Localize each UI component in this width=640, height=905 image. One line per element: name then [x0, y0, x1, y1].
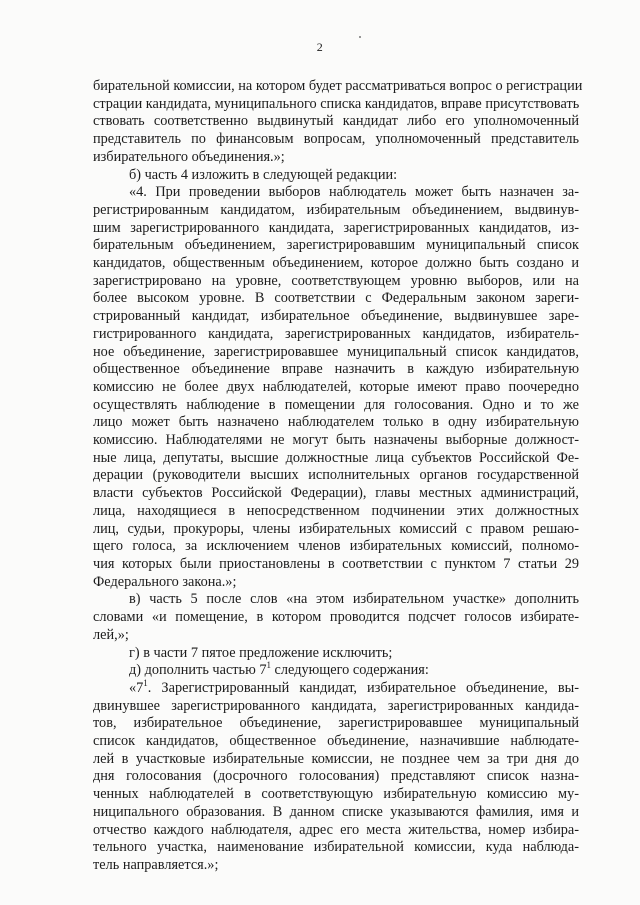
- text-line-content: отчество каждого наблюдателя, адрес его места жительства, номер избира-: [93, 821, 579, 838]
- text-line-content: тельного участка, наименование избирательной комиссии, куда наблюда-: [93, 839, 579, 856]
- text-line: [93, 627, 579, 645]
- text-line-content: стрированный кандидат, избирательное объединение, выдвинувшее заре-: [93, 308, 579, 325]
- text-line-tail: . Зарегистрированный кандидат, избирательное объединение, вы-: [147, 679, 579, 696]
- text-line: [93, 414, 579, 432]
- text-line: [93, 184, 579, 202]
- text-line-content: избирательного объединения.»;: [93, 148, 285, 165]
- text-line: [93, 715, 579, 733]
- superscript: 1: [266, 660, 271, 671]
- text-line-content: дерации (руководители высших исполнительных органов государственной: [93, 467, 579, 484]
- text-line-content: г) в части 7 пятое предложение исключить;: [129, 644, 393, 661]
- text-line-content: щего голоса, за исключением членов избирательных комиссий, полномо-: [93, 538, 579, 555]
- text-line-content: дня голосования (досрочного голосования) представляют список назна-: [93, 768, 579, 785]
- text-line: [93, 521, 579, 539]
- text-line: [93, 680, 579, 698]
- text-line-content: тель направляется.»;: [93, 856, 219, 873]
- text-line: [93, 786, 579, 804]
- text-line-content: регистрированным кандидатом, избирательным объединением, выдвинув-: [93, 201, 579, 218]
- text-line: [93, 503, 579, 521]
- text-line-content: комиссию. Наблюдателями не могут быть назначены выборные должност-: [93, 432, 579, 449]
- text-line-content: гистрированного кандидата, зарегистрированных кандидатов, избиратель-: [93, 325, 579, 342]
- text-line-content: шим зарегистрированного кандидата, зарегистрированных кандидатов, из-: [93, 219, 579, 236]
- text-line: [93, 556, 579, 574]
- text-line: [93, 344, 579, 362]
- text-line-content: осуществлять наблюдение в помещении для голосования. Одно и то же: [93, 396, 579, 413]
- text-line-content: лица, находящиеся в непосредственном подчинении этих должностных: [93, 502, 579, 519]
- text-line-content: чия которых были приостановлены в соответствии с пунктом 7 статьи 29: [93, 555, 579, 572]
- text-line: [93, 733, 579, 751]
- text-line: [93, 751, 579, 769]
- text-line: [93, 609, 579, 627]
- text-line-content: «4. При проведении выборов наблюдатель может быть назначен за-: [129, 184, 579, 201]
- text-line: [93, 839, 579, 857]
- text-line-content: ствовать соответственно выдвинутый кандидат либо его уполномоченный: [93, 113, 579, 130]
- text-line-content: ченных наблюдателей в соответствующую избирательную комиссию му-: [93, 786, 579, 803]
- text-line-content: комиссию не более двух наблюдателей, которые имеют право поочередно: [93, 378, 579, 395]
- text-line-content: в) часть 5 после слов «на этом избирательном участке» дополнить: [129, 591, 579, 608]
- text-line: [93, 379, 579, 397]
- text-line: [93, 326, 579, 344]
- text-line-content: представитель по финансовым вопросам, уполномоченный представитель: [93, 131, 579, 148]
- text-line: [93, 857, 579, 875]
- text-line-content: власти субъектов Российской Федерации), главы местных администраций,: [93, 485, 579, 502]
- text-line: [93, 202, 579, 220]
- text-line: [93, 450, 579, 468]
- text-line-content: лей в участковые избирательные комиссии, не позднее чем за три дня до: [93, 750, 579, 767]
- text-line: [93, 220, 579, 238]
- text-line: [93, 78, 583, 96]
- text-line-content: ное объединение, зарегистрировавшее муниципальный список кандидатов,: [93, 343, 579, 360]
- text-line: [93, 96, 579, 114]
- text-line-content: бирательным объединением, зарегистрировавшим муниципальный список: [93, 237, 579, 254]
- text-line: [93, 485, 579, 503]
- text-line-content: «7: [129, 679, 144, 696]
- text-line-content: лиц, судьи, прокуроры, члены избирательных комиссий с правом решаю-: [93, 520, 579, 537]
- text-line-content: более высоком уровне. В соответствии с Федеральным законом зареги-: [93, 290, 579, 307]
- page-number: 2: [316, 40, 324, 54]
- text-line: [93, 645, 579, 663]
- text-line: [93, 255, 579, 273]
- text-line: [93, 467, 579, 485]
- text-line-content: список кандидатов, общественное объединение, назначившие наблюдате-: [93, 733, 579, 750]
- text-line: [93, 397, 579, 415]
- text-line: [93, 662, 579, 680]
- text-line-content: общественное объединение вправе назначить в каждую избирательную: [93, 361, 579, 378]
- superscript: 1: [143, 678, 148, 689]
- text-line: [93, 308, 579, 326]
- text-line-content: тов, избирательное объединение, зарегистрировавшее муниципальный: [93, 715, 579, 732]
- text-line-content: д) дополнить частью 7: [129, 662, 267, 679]
- document-body: [93, 78, 583, 875]
- text-line: [93, 131, 579, 149]
- text-line: [93, 591, 579, 609]
- text-line: [93, 149, 579, 167]
- text-line: [93, 538, 579, 556]
- text-line-content: ные лица, депутаты, высшие должностные лица субъектов Российской Фе-: [93, 449, 579, 466]
- text-line: [93, 237, 579, 255]
- text-line-content: лей,»;: [93, 626, 129, 643]
- text-line-content: ниципального образования. В данном списке указываются фамилия, имя и: [93, 803, 579, 820]
- text-line: [93, 273, 579, 291]
- text-line: [93, 698, 579, 716]
- text-line-content: страции кандидата, муниципального списка кандидатов, вправе присутствовать: [93, 95, 580, 112]
- text-line: [93, 432, 579, 450]
- text-line-content: зарегистрировано на уровне, соответствующем уровню выборов, или на: [93, 272, 579, 289]
- text-line: [93, 822, 579, 840]
- text-line-content: кандидатов, общественным объединением, которое должно быть создано и: [93, 255, 579, 272]
- text-line: [93, 804, 579, 822]
- text-line-content: лицо может быть назначено наблюдателем только в одну избирательную: [93, 414, 579, 431]
- text-line: [93, 113, 579, 131]
- text-line-content: Федерального закона.»;: [93, 573, 237, 590]
- text-line-tail: следующего содержания:: [270, 662, 429, 679]
- text-line-content: двинувшее зарегистрированного кандидата, зарегистрированных кандида-: [93, 697, 579, 714]
- text-line: [93, 768, 579, 786]
- scan-speck: [359, 36, 361, 38]
- text-line-content: словами «и помещение, в котором проводится подсчет голосов избирате-: [93, 609, 579, 626]
- text-line-content: б) часть 4 изложить в следующей редакции:: [129, 166, 398, 183]
- text-line: [93, 574, 579, 592]
- text-line: [93, 167, 579, 185]
- text-line-content: бирательной комиссии, на котором будет рассматриваться вопрос о регистрации: [93, 78, 583, 94]
- text-line: [93, 290, 579, 308]
- text-line: [93, 361, 579, 379]
